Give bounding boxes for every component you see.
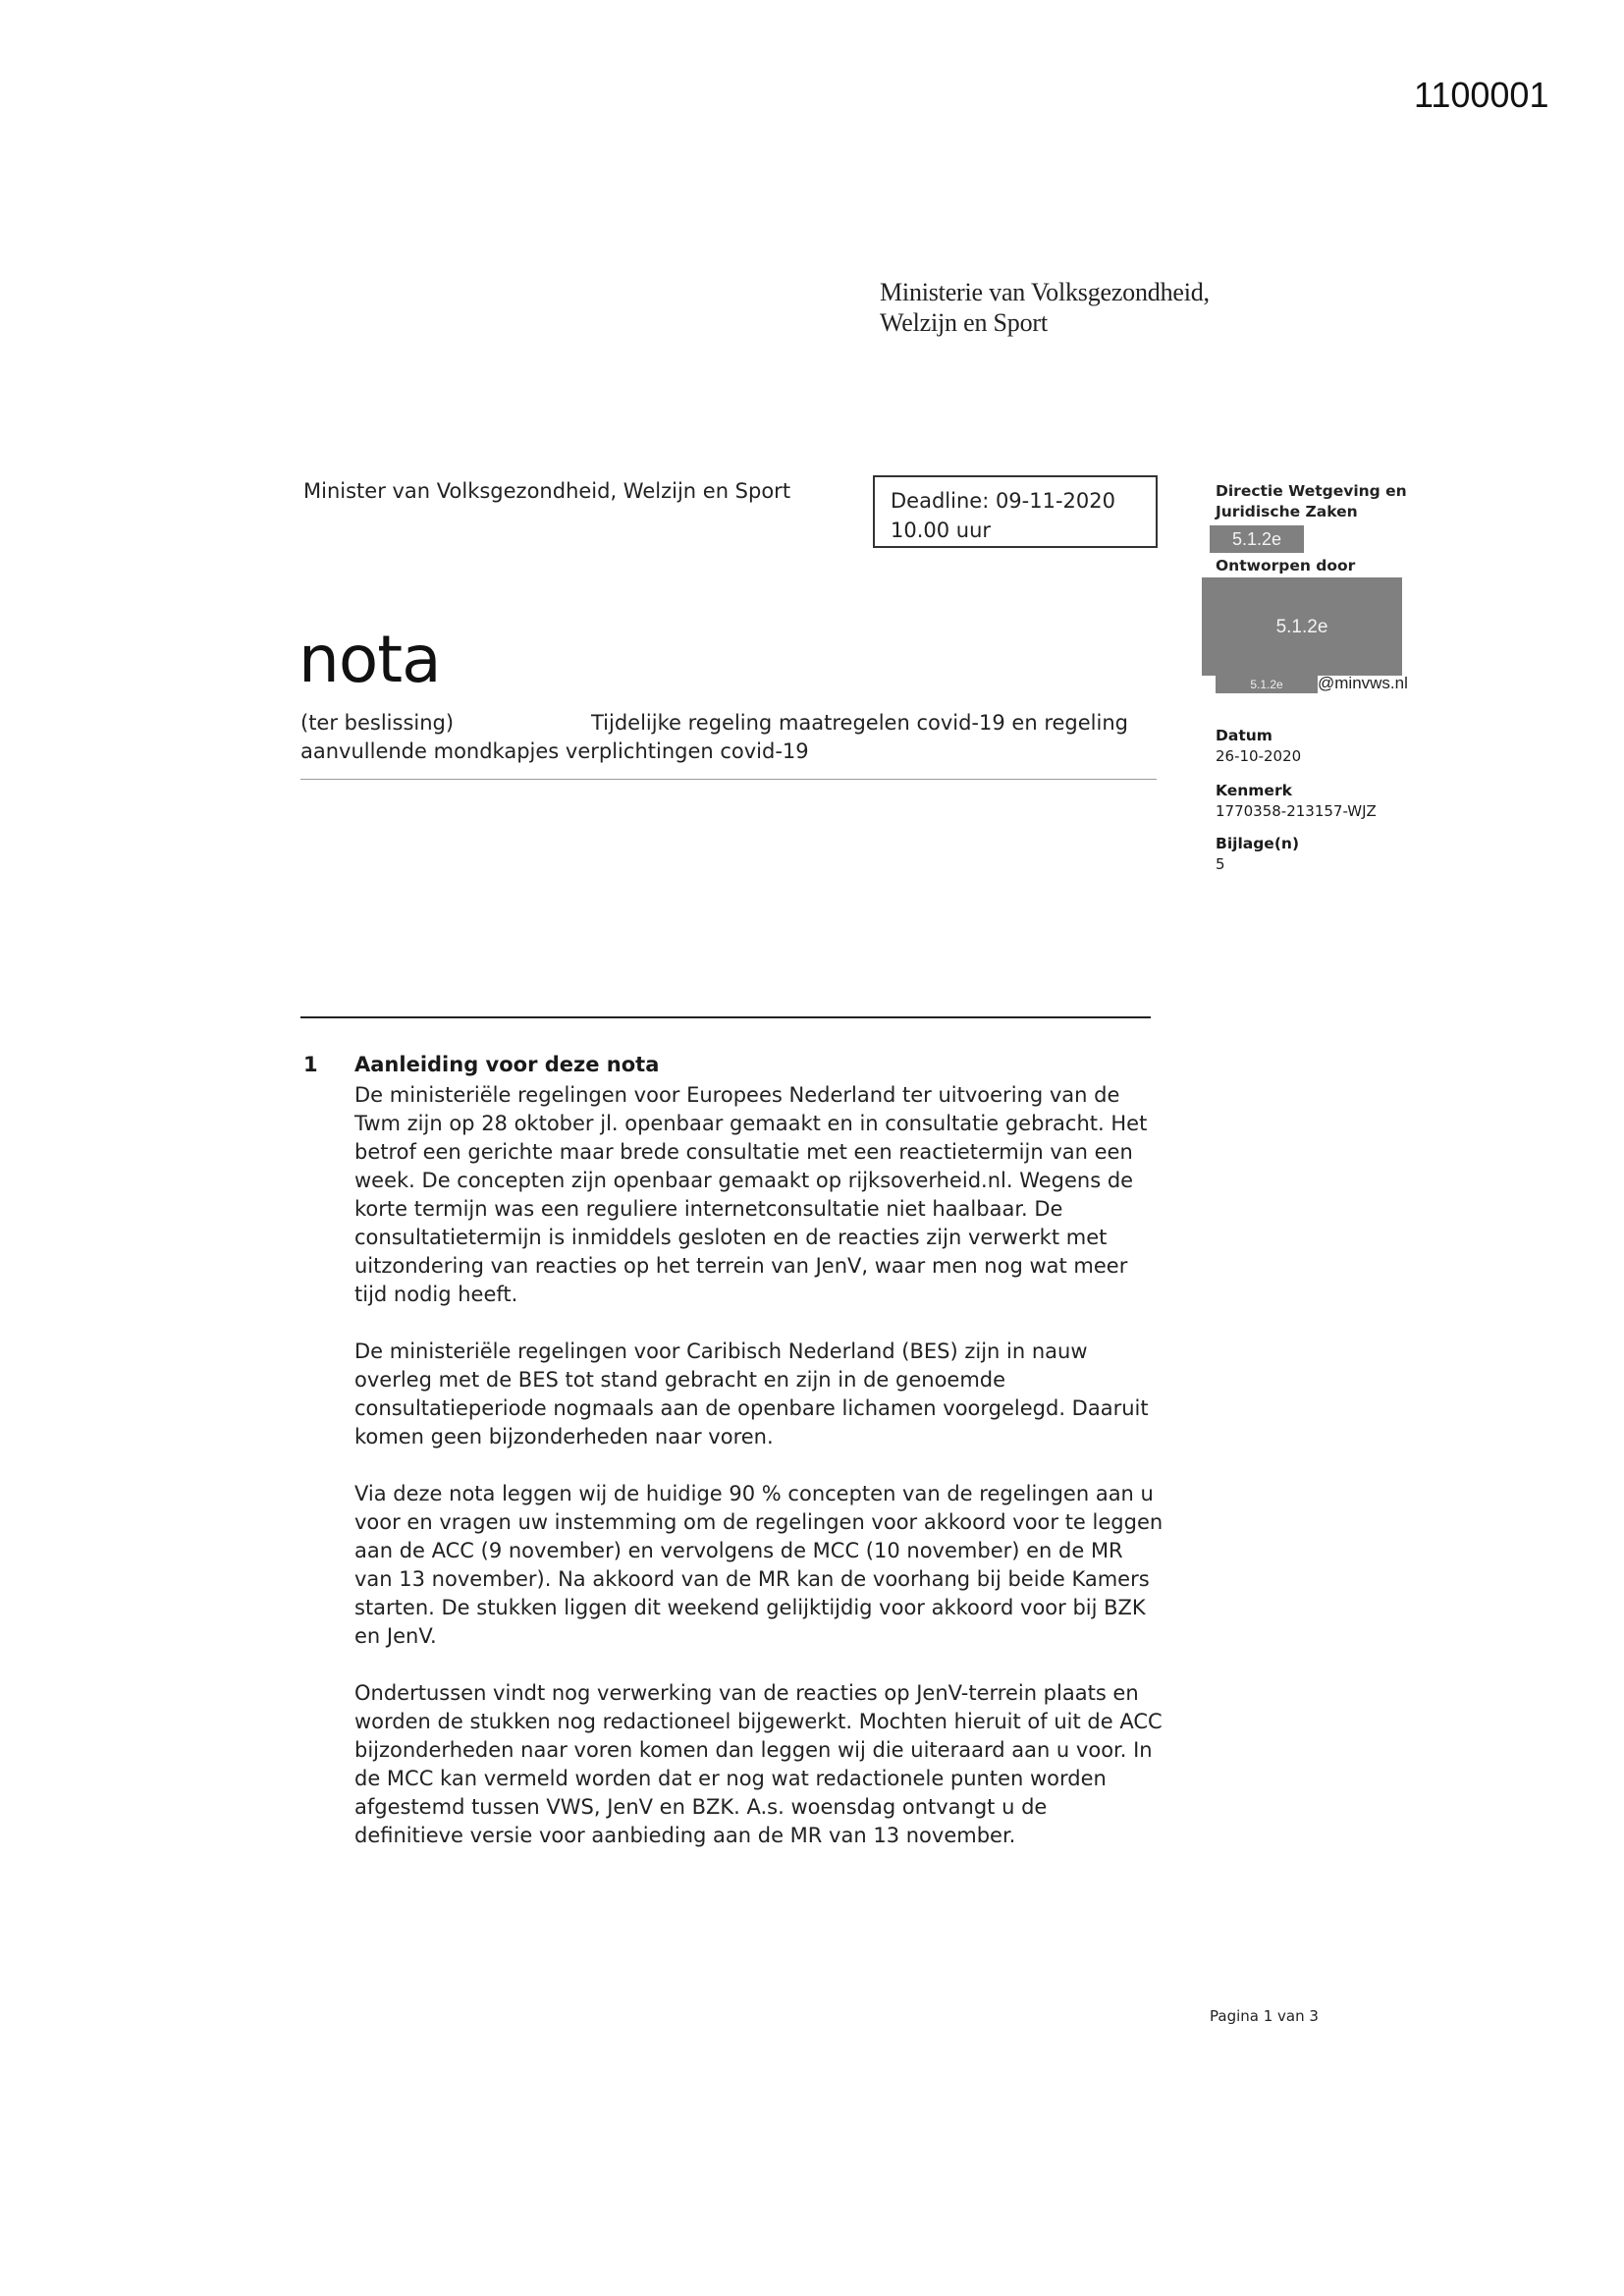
section-title: Aanleiding voor deze nota <box>354 1053 660 1076</box>
subject <box>300 709 1164 766</box>
recipient: Minister van Volksgezondheid, Welzijn en Sport <box>303 479 791 503</box>
subject-tag: (ter beslissing) <box>300 711 455 735</box>
paragraph: De ministeriële regelingen voor Europees Nederland ter uitvoering van de Twm zijn op 28 oktober jl. openbaar gemaakt en in consultatie gebracht. Het betrof een gerichte maar brede consultatie met een reactietermijn van een week. De concepten zijn openbaar gemaakt op rijksoverheid.nl. Wegens de korte termijn was een reguliere internetconsultatie niet haalbaar. De consultatietermijn is inmiddels gesloten en de reacties zijn verwerkt met uitzondering van reacties op het terrein van JenV, waar men nog wat meer tijd nodig heeft. <box>354 1083 1148 1306</box>
divider <box>300 779 1157 780</box>
directorate-line2: Juridische Zaken <box>1216 503 1358 520</box>
date-block <box>1216 726 1301 767</box>
deadline-date: Deadline: 09-11-2020 <box>891 489 1115 513</box>
subject-line2: aanvullende mondkapjes verplichtingen covid-19 <box>300 739 809 763</box>
sidebar-directorate <box>1216 481 1432 576</box>
attachments-label: Bijlage(n) <box>1216 835 1300 852</box>
directorate-line1: Directie Wetgeving en <box>1216 482 1407 500</box>
redaction-block: 5.1.2e <box>1202 577 1402 676</box>
page-number: Pagina 1 van 3 <box>1210 2007 1319 2025</box>
reference-label: Kenmerk <box>1216 782 1292 799</box>
reference-value: 1770358-213157-WJZ <box>1216 802 1377 820</box>
email-domain: @minvws.nl <box>1318 674 1408 692</box>
date-label: Datum <box>1216 727 1272 744</box>
deadline-box <box>873 475 1158 548</box>
designed-by-label: Ontworpen door <box>1216 557 1356 574</box>
ministry-logo <box>880 277 1210 338</box>
attachments-value: 5 <box>1216 855 1225 873</box>
section-number: 1 <box>303 1053 318 1076</box>
attachments-block <box>1216 834 1299 875</box>
deadline-time: 10.00 uur <box>891 519 992 542</box>
divider <box>300 1016 1151 1018</box>
ministry-name-line2: Welzijn en Sport <box>880 308 1048 337</box>
section-body <box>354 1081 1209 1879</box>
ministry-name-line1: Ministerie van Volksgezondheid, <box>880 278 1210 306</box>
subject-line1: Tijdelijke regeling maatregelen covid-19 en regeling <box>591 711 1128 735</box>
redaction-code: 5.1.2e <box>1210 525 1304 553</box>
paragraph: Ondertussen vindt nog verwerking van de reacties op JenV-terrein plaats en worden de stukken nog redactioneel bijgewerkt. Mochten hieruit of uit de ACC bijzonderheden naar voren komen dan leggen wij die uiteraard aan u voor. In de MCC kan vermeld worden dat er nog wat redactionele punten worden afgestemd tussen VWS, JenV en BZK. A.s. woensdag ontvangt u de definitieve versie voor aanbieding aan de MR van 13 november. <box>354 1681 1163 1847</box>
paragraph: Via deze nota leggen wij de huidige 90 % concepten van de regelingen aan u voor en vragen uw instemming om de regelingen voor akkoord voor te leggen aan de ACC (9 november) en vervolgens de MCC (10 november) en de MR van 13 november). Na akkoord van de MR kan de voorhang bij beide Kamers starten. De stukken liggen dit weekend gelijktijdig voor akkoord voor bij BZK en JenV. <box>354 1482 1164 1648</box>
date-value: 26-10-2020 <box>1216 747 1302 765</box>
document-title: nota <box>298 622 441 697</box>
paragraph: De ministeriële regelingen voor Caribisch Nederland (BES) zijn in nauw overleg met de BES tot stand gebracht en zijn in de genoemde consultatieperiode nogmaals aan de openbare lichamen voorgelegd. Daaruit komen geen bijzonderheden naar voren. <box>354 1339 1149 1449</box>
document-number: 1100001 <box>1414 75 1549 115</box>
reference-block <box>1216 781 1377 822</box>
redaction-email-name: 5.1.2e <box>1216 676 1318 693</box>
